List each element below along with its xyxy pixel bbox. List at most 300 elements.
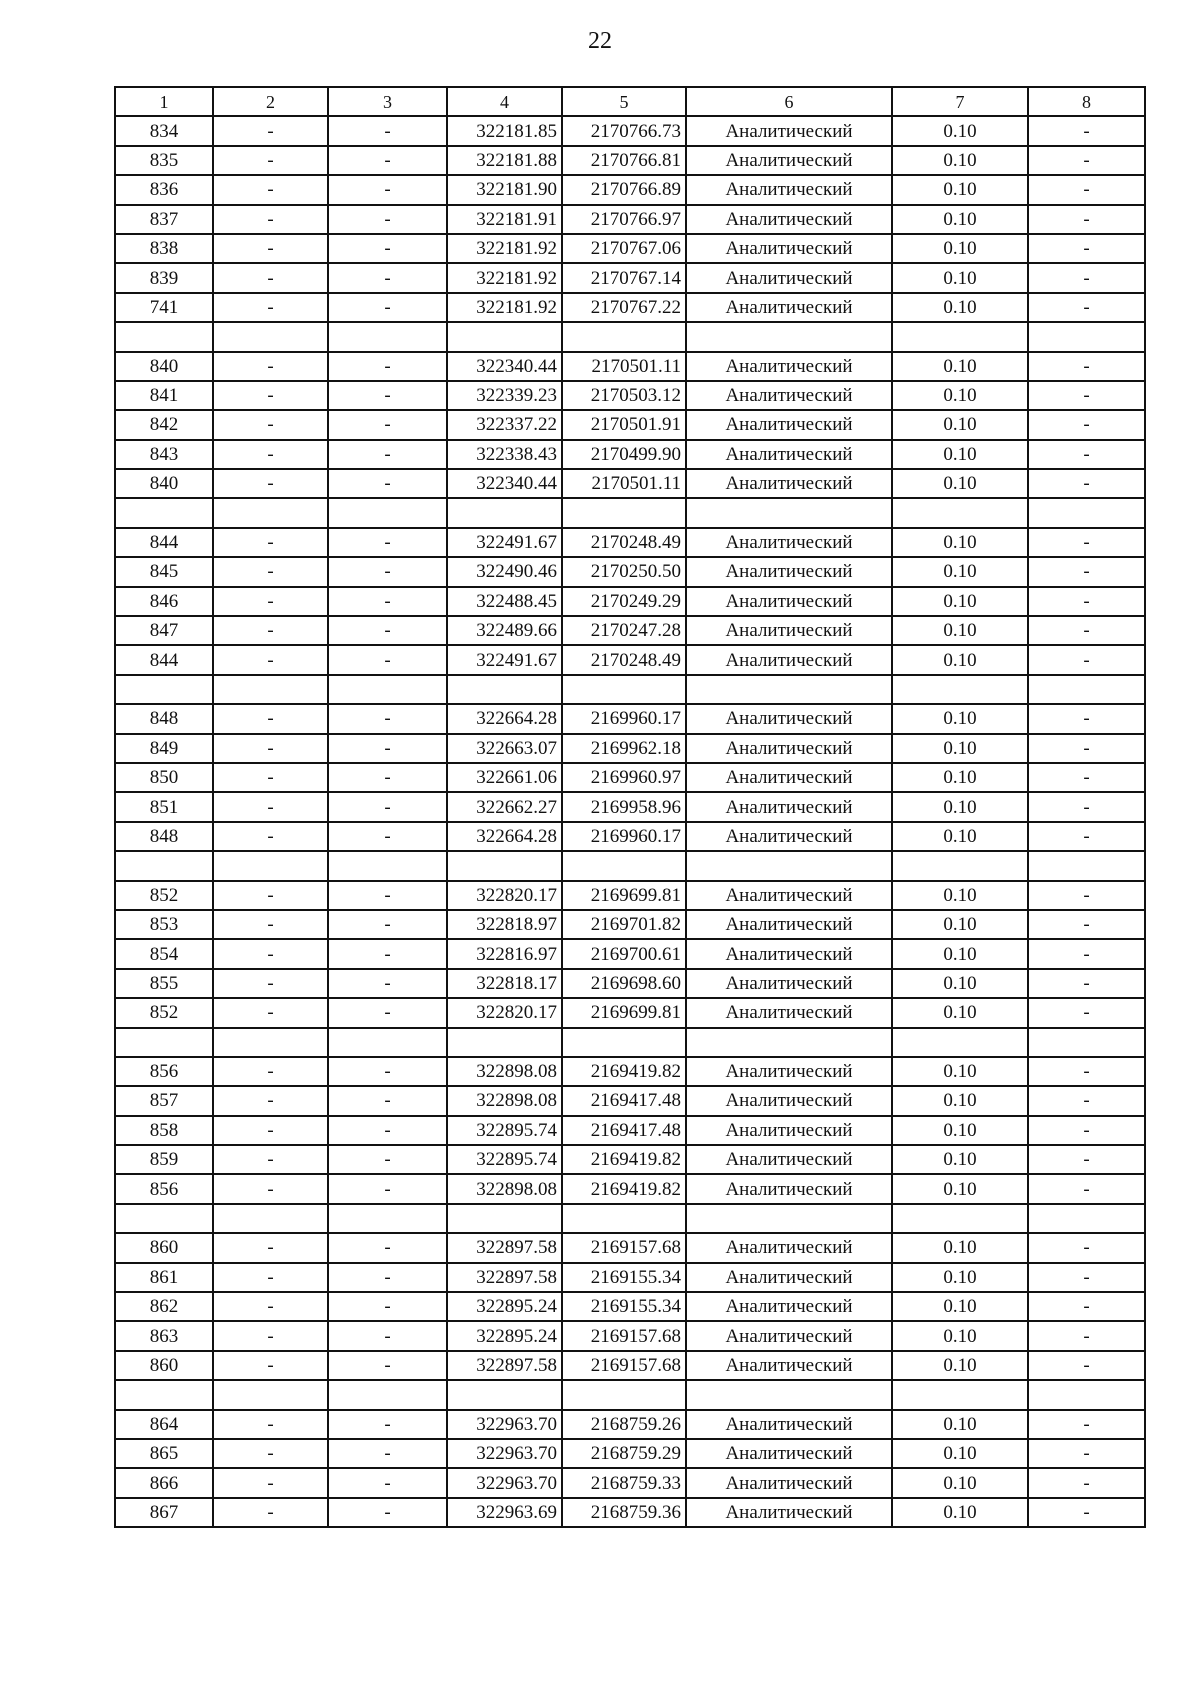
table-row xyxy=(115,1145,1145,1174)
point-number-cell: 860 xyxy=(115,1233,213,1262)
x-coordinate-cell: 322820.17 xyxy=(447,998,562,1027)
x-coordinate-cell: 322816.97 xyxy=(447,939,562,968)
col2-cell xyxy=(213,851,328,880)
point-number-cell: 845 xyxy=(115,557,213,586)
x-coordinate-cell: 322337.22 xyxy=(447,410,562,439)
col3-cell: - xyxy=(328,146,447,175)
method-cell: Аналитический xyxy=(686,1057,892,1086)
col3-cell xyxy=(328,1028,447,1057)
method-cell: Аналитический xyxy=(686,1233,892,1262)
table-row xyxy=(115,1204,1145,1233)
table-row xyxy=(115,1410,1145,1439)
col3-cell: - xyxy=(328,998,447,1027)
y-coordinate-cell: 2169958.96 xyxy=(562,792,686,821)
col3-cell: - xyxy=(328,352,447,381)
method-cell: Аналитический xyxy=(686,146,892,175)
point-number-cell: 852 xyxy=(115,881,213,910)
y-coordinate-cell: 2169960.17 xyxy=(562,822,686,851)
table-row xyxy=(115,1321,1145,1350)
col2-cell: - xyxy=(213,469,328,498)
col3-cell: - xyxy=(328,1292,447,1321)
y-coordinate-cell xyxy=(562,675,686,704)
table-row xyxy=(115,587,1145,616)
x-coordinate-cell: 322963.69 xyxy=(447,1498,562,1527)
accuracy-cell: 0.10 xyxy=(892,792,1028,821)
col3-cell: - xyxy=(328,1116,447,1145)
method-cell: Аналитический xyxy=(686,1410,892,1439)
table-row xyxy=(115,205,1145,234)
method-cell: Аналитический xyxy=(686,704,892,733)
col2-cell: - xyxy=(213,1321,328,1350)
col8-cell: - xyxy=(1028,822,1145,851)
point-number-cell: 867 xyxy=(115,1498,213,1527)
table-row xyxy=(115,792,1145,821)
col8-cell: - xyxy=(1028,175,1145,204)
y-coordinate-cell: 2170248.49 xyxy=(562,645,686,674)
col3-cell: - xyxy=(328,1439,447,1468)
method-cell: Аналитический xyxy=(686,263,892,292)
y-coordinate-cell: 2169699.81 xyxy=(562,881,686,910)
y-coordinate-cell: 2169698.60 xyxy=(562,969,686,998)
col3-cell: - xyxy=(328,734,447,763)
col2-cell: - xyxy=(213,175,328,204)
table-row xyxy=(115,528,1145,557)
accuracy-cell: 0.10 xyxy=(892,1498,1028,1527)
accuracy-cell: 0.10 xyxy=(892,1145,1028,1174)
col3-cell: - xyxy=(328,969,447,998)
col2-cell: - xyxy=(213,352,328,381)
col3-cell: - xyxy=(328,1498,447,1527)
y-coordinate-cell xyxy=(562,1204,686,1233)
table-row xyxy=(115,645,1145,674)
accuracy-cell: 0.10 xyxy=(892,1174,1028,1203)
col8-cell: - xyxy=(1028,1233,1145,1262)
accuracy-cell: 0.10 xyxy=(892,469,1028,498)
col3-cell: - xyxy=(328,910,447,939)
col2-cell: - xyxy=(213,1174,328,1203)
col8-cell: - xyxy=(1028,1351,1145,1380)
col3-cell xyxy=(328,1380,447,1409)
col3-cell: - xyxy=(328,881,447,910)
accuracy-cell: 0.10 xyxy=(892,939,1028,968)
method-cell: Аналитический xyxy=(686,1145,892,1174)
table-row xyxy=(115,469,1145,498)
method-cell xyxy=(686,322,892,351)
method-cell: Аналитический xyxy=(686,616,892,645)
method-cell: Аналитический xyxy=(686,234,892,263)
accuracy-cell: 0.10 xyxy=(892,616,1028,645)
point-number-cell: 741 xyxy=(115,293,213,322)
col8-cell: - xyxy=(1028,352,1145,381)
method-cell: Аналитический xyxy=(686,1351,892,1380)
x-coordinate-cell: 322661.06 xyxy=(447,763,562,792)
point-number-cell: 864 xyxy=(115,1410,213,1439)
col2-cell: - xyxy=(213,969,328,998)
col8-cell xyxy=(1028,851,1145,880)
y-coordinate-cell: 2169962.18 xyxy=(562,734,686,763)
method-cell: Аналитический xyxy=(686,205,892,234)
table-row xyxy=(115,851,1145,880)
accuracy-cell: 0.10 xyxy=(892,1410,1028,1439)
y-coordinate-cell: 2170501.11 xyxy=(562,352,686,381)
method-cell: Аналитический xyxy=(686,175,892,204)
col3-cell: - xyxy=(328,1233,447,1262)
method-cell: Аналитический xyxy=(686,881,892,910)
table-row xyxy=(115,1116,1145,1145)
method-cell: Аналитический xyxy=(686,410,892,439)
x-coordinate-cell: 322895.24 xyxy=(447,1321,562,1350)
y-coordinate-cell: 2170499.90 xyxy=(562,440,686,469)
column-header: 1 xyxy=(115,87,213,116)
accuracy-cell: 0.10 xyxy=(892,704,1028,733)
table-row xyxy=(115,822,1145,851)
col3-cell: - xyxy=(328,263,447,292)
table-row xyxy=(115,410,1145,439)
x-coordinate-cell: 322895.74 xyxy=(447,1145,562,1174)
x-coordinate-cell: 322898.08 xyxy=(447,1086,562,1115)
y-coordinate-cell: 2170250.50 xyxy=(562,557,686,586)
table-row xyxy=(115,734,1145,763)
column-header: 4 xyxy=(447,87,562,116)
accuracy-cell xyxy=(892,498,1028,527)
accuracy-cell: 0.10 xyxy=(892,381,1028,410)
table-row xyxy=(115,116,1145,145)
col8-cell: - xyxy=(1028,1439,1145,1468)
col8-cell xyxy=(1028,322,1145,351)
point-number-cell: 850 xyxy=(115,763,213,792)
method-cell xyxy=(686,1028,892,1057)
point-number-cell xyxy=(115,1028,213,1057)
col2-cell: - xyxy=(213,1498,328,1527)
accuracy-cell: 0.10 xyxy=(892,998,1028,1027)
point-number-cell: 841 xyxy=(115,381,213,410)
y-coordinate-cell: 2169419.82 xyxy=(562,1145,686,1174)
x-coordinate-cell: 322181.91 xyxy=(447,205,562,234)
accuracy-cell: 0.10 xyxy=(892,352,1028,381)
col3-cell: - xyxy=(328,469,447,498)
point-number-cell: 865 xyxy=(115,1439,213,1468)
table-row xyxy=(115,881,1145,910)
col3-cell: - xyxy=(328,381,447,410)
col2-cell: - xyxy=(213,1145,328,1174)
x-coordinate-cell: 322491.67 xyxy=(447,528,562,557)
method-cell: Аналитический xyxy=(686,939,892,968)
x-coordinate-cell: 322340.44 xyxy=(447,469,562,498)
point-number-cell: 846 xyxy=(115,587,213,616)
x-coordinate-cell: 322339.23 xyxy=(447,381,562,410)
point-number-cell: 856 xyxy=(115,1174,213,1203)
col2-cell: - xyxy=(213,998,328,1027)
method-cell xyxy=(686,1204,892,1233)
table-row xyxy=(115,146,1145,175)
col2-cell: - xyxy=(213,293,328,322)
col8-cell: - xyxy=(1028,792,1145,821)
accuracy-cell: 0.10 xyxy=(892,440,1028,469)
method-cell: Аналитический xyxy=(686,116,892,145)
col2-cell: - xyxy=(213,557,328,586)
x-coordinate-cell: 322491.67 xyxy=(447,645,562,674)
y-coordinate-cell xyxy=(562,851,686,880)
x-coordinate-cell: 322897.58 xyxy=(447,1233,562,1262)
col8-cell: - xyxy=(1028,704,1145,733)
point-number-cell: 851 xyxy=(115,792,213,821)
point-number-cell: 834 xyxy=(115,116,213,145)
col8-cell: - xyxy=(1028,1057,1145,1086)
x-coordinate-cell: 322895.24 xyxy=(447,1292,562,1321)
table-row xyxy=(115,557,1145,586)
point-number-cell xyxy=(115,1380,213,1409)
col3-cell xyxy=(328,851,447,880)
accuracy-cell: 0.10 xyxy=(892,146,1028,175)
table-row xyxy=(115,234,1145,263)
accuracy-cell: 0.10 xyxy=(892,263,1028,292)
accuracy-cell xyxy=(892,1028,1028,1057)
y-coordinate-cell: 2169960.97 xyxy=(562,763,686,792)
x-coordinate-cell: 322897.58 xyxy=(447,1351,562,1380)
y-coordinate-cell: 2170247.28 xyxy=(562,616,686,645)
x-coordinate-cell xyxy=(447,1380,562,1409)
col8-cell: - xyxy=(1028,263,1145,292)
table-row xyxy=(115,1380,1145,1409)
accuracy-cell xyxy=(892,675,1028,704)
method-cell: Аналитический xyxy=(686,734,892,763)
col2-cell: - xyxy=(213,1233,328,1262)
col3-cell: - xyxy=(328,528,447,557)
x-coordinate-cell: 322820.17 xyxy=(447,881,562,910)
point-number-cell: 842 xyxy=(115,410,213,439)
accuracy-cell: 0.10 xyxy=(892,645,1028,674)
method-cell: Аналитический xyxy=(686,1439,892,1468)
method-cell: Аналитический xyxy=(686,645,892,674)
accuracy-cell: 0.10 xyxy=(892,234,1028,263)
point-number-cell: 848 xyxy=(115,822,213,851)
point-number-cell: 859 xyxy=(115,1145,213,1174)
col2-cell: - xyxy=(213,1351,328,1380)
y-coordinate-cell xyxy=(562,322,686,351)
accuracy-cell: 0.10 xyxy=(892,293,1028,322)
col2-cell: - xyxy=(213,881,328,910)
col2-cell xyxy=(213,675,328,704)
col8-cell: - xyxy=(1028,381,1145,410)
y-coordinate-cell: 2169155.34 xyxy=(562,1292,686,1321)
col2-cell: - xyxy=(213,822,328,851)
accuracy-cell: 0.10 xyxy=(892,557,1028,586)
method-cell: Аналитический xyxy=(686,1292,892,1321)
method-cell: Аналитический xyxy=(686,1116,892,1145)
method-cell: Аналитический xyxy=(686,1086,892,1115)
col2-cell: - xyxy=(213,528,328,557)
accuracy-cell: 0.10 xyxy=(892,1057,1028,1086)
point-number-cell: 858 xyxy=(115,1116,213,1145)
col3-cell xyxy=(328,322,447,351)
point-number-cell: 840 xyxy=(115,352,213,381)
col2-cell: - xyxy=(213,1057,328,1086)
col8-cell xyxy=(1028,1204,1145,1233)
accuracy-cell xyxy=(892,1380,1028,1409)
col2-cell: - xyxy=(213,1263,328,1292)
col2-cell xyxy=(213,1380,328,1409)
accuracy-cell: 0.10 xyxy=(892,881,1028,910)
x-coordinate-cell: 322963.70 xyxy=(447,1439,562,1468)
x-coordinate-cell: 322181.92 xyxy=(447,234,562,263)
col8-cell: - xyxy=(1028,910,1145,939)
point-number-cell: 837 xyxy=(115,205,213,234)
col8-cell: - xyxy=(1028,587,1145,616)
table-row xyxy=(115,1263,1145,1292)
accuracy-cell: 0.10 xyxy=(892,822,1028,851)
col2-cell: - xyxy=(213,1468,328,1497)
x-coordinate-cell: 322818.17 xyxy=(447,969,562,998)
y-coordinate-cell: 2169417.48 xyxy=(562,1086,686,1115)
method-cell: Аналитический xyxy=(686,763,892,792)
col8-cell: - xyxy=(1028,440,1145,469)
col3-cell: - xyxy=(328,704,447,733)
y-coordinate-cell: 2170767.14 xyxy=(562,263,686,292)
accuracy-cell: 0.10 xyxy=(892,528,1028,557)
x-coordinate-cell: 322664.28 xyxy=(447,704,562,733)
accuracy-cell: 0.10 xyxy=(892,175,1028,204)
point-number-cell: 843 xyxy=(115,440,213,469)
y-coordinate-cell: 2169701.82 xyxy=(562,910,686,939)
x-coordinate-cell: 322898.08 xyxy=(447,1174,562,1203)
col2-cell: - xyxy=(213,910,328,939)
col2-cell: - xyxy=(213,1086,328,1115)
accuracy-cell xyxy=(892,322,1028,351)
x-coordinate-cell: 322181.92 xyxy=(447,293,562,322)
point-number-cell xyxy=(115,498,213,527)
col8-cell: - xyxy=(1028,528,1145,557)
y-coordinate-cell: 2168759.29 xyxy=(562,1439,686,1468)
accuracy-cell: 0.10 xyxy=(892,587,1028,616)
table-row xyxy=(115,293,1145,322)
point-number-cell: 839 xyxy=(115,263,213,292)
table-header-row xyxy=(115,87,1145,116)
y-coordinate-cell: 2168759.26 xyxy=(562,1410,686,1439)
accuracy-cell: 0.10 xyxy=(892,1351,1028,1380)
point-number-cell: 840 xyxy=(115,469,213,498)
table-row xyxy=(115,1292,1145,1321)
point-number-cell: 855 xyxy=(115,969,213,998)
x-coordinate-cell: 322663.07 xyxy=(447,734,562,763)
y-coordinate-cell: 2170503.12 xyxy=(562,381,686,410)
y-coordinate-cell: 2169157.68 xyxy=(562,1233,686,1262)
col2-cell: - xyxy=(213,1116,328,1145)
col2-cell: - xyxy=(213,146,328,175)
table-row xyxy=(115,175,1145,204)
x-coordinate-cell: 322898.08 xyxy=(447,1057,562,1086)
table-row xyxy=(115,939,1145,968)
point-number-cell: 849 xyxy=(115,734,213,763)
table-row xyxy=(115,1028,1145,1057)
col8-cell: - xyxy=(1028,1321,1145,1350)
table-row xyxy=(115,998,1145,1027)
column-header: 2 xyxy=(213,87,328,116)
col2-cell: - xyxy=(213,939,328,968)
point-number-cell: 857 xyxy=(115,1086,213,1115)
col8-cell: - xyxy=(1028,763,1145,792)
point-number-cell xyxy=(115,322,213,351)
col8-cell: - xyxy=(1028,410,1145,439)
method-cell xyxy=(686,1380,892,1409)
col3-cell: - xyxy=(328,1263,447,1292)
table-row xyxy=(115,440,1145,469)
point-number-cell: 835 xyxy=(115,146,213,175)
col8-cell: - xyxy=(1028,881,1145,910)
x-coordinate-cell xyxy=(447,1204,562,1233)
col8-cell: - xyxy=(1028,734,1145,763)
accuracy-cell: 0.10 xyxy=(892,116,1028,145)
x-coordinate-cell: 322963.70 xyxy=(447,1468,562,1497)
point-number-cell: 866 xyxy=(115,1468,213,1497)
col8-cell: - xyxy=(1028,1145,1145,1174)
table-row xyxy=(115,616,1145,645)
page-number: 22 xyxy=(588,28,612,54)
col3-cell: - xyxy=(328,616,447,645)
col3-cell: - xyxy=(328,1057,447,1086)
table-row xyxy=(115,1086,1145,1115)
col3-cell xyxy=(328,498,447,527)
col8-cell xyxy=(1028,675,1145,704)
y-coordinate-cell: 2169157.68 xyxy=(562,1351,686,1380)
col2-cell: - xyxy=(213,587,328,616)
col8-cell: - xyxy=(1028,939,1145,968)
accuracy-cell: 0.10 xyxy=(892,969,1028,998)
point-number-cell: 856 xyxy=(115,1057,213,1086)
table-row xyxy=(115,910,1145,939)
accuracy-cell: 0.10 xyxy=(892,1439,1028,1468)
method-cell: Аналитический xyxy=(686,381,892,410)
col2-cell xyxy=(213,1204,328,1233)
y-coordinate-cell: 2169419.82 xyxy=(562,1174,686,1203)
accuracy-cell: 0.10 xyxy=(892,1086,1028,1115)
col8-cell: - xyxy=(1028,146,1145,175)
col8-cell: - xyxy=(1028,1468,1145,1497)
method-cell: Аналитический xyxy=(686,469,892,498)
col3-cell: - xyxy=(328,116,447,145)
table-row xyxy=(115,1057,1145,1086)
x-coordinate-cell xyxy=(447,851,562,880)
method-cell: Аналитический xyxy=(686,1263,892,1292)
x-coordinate-cell: 322489.66 xyxy=(447,616,562,645)
table-row xyxy=(115,1233,1145,1262)
x-coordinate-cell xyxy=(447,498,562,527)
point-number-cell: 838 xyxy=(115,234,213,263)
y-coordinate-cell: 2169155.34 xyxy=(562,1263,686,1292)
col3-cell xyxy=(328,675,447,704)
accuracy-cell: 0.10 xyxy=(892,910,1028,939)
col3-cell: - xyxy=(328,1145,447,1174)
method-cell: Аналитический xyxy=(686,998,892,1027)
table-row xyxy=(115,1468,1145,1497)
method-cell: Аналитический xyxy=(686,528,892,557)
col2-cell: - xyxy=(213,792,328,821)
col8-cell: - xyxy=(1028,1498,1145,1527)
column-header: 8 xyxy=(1028,87,1145,116)
x-coordinate-cell: 322181.85 xyxy=(447,116,562,145)
y-coordinate-cell: 2169700.61 xyxy=(562,939,686,968)
x-coordinate-cell: 322181.88 xyxy=(447,146,562,175)
accuracy-cell: 0.10 xyxy=(892,1468,1028,1497)
col2-cell: - xyxy=(213,205,328,234)
point-number-cell: 836 xyxy=(115,175,213,204)
table-row xyxy=(115,1174,1145,1203)
accuracy-cell: 0.10 xyxy=(892,734,1028,763)
col2-cell xyxy=(213,498,328,527)
col8-cell: - xyxy=(1028,205,1145,234)
point-number-cell: 863 xyxy=(115,1321,213,1350)
method-cell: Аналитический xyxy=(686,792,892,821)
point-number-cell: 854 xyxy=(115,939,213,968)
